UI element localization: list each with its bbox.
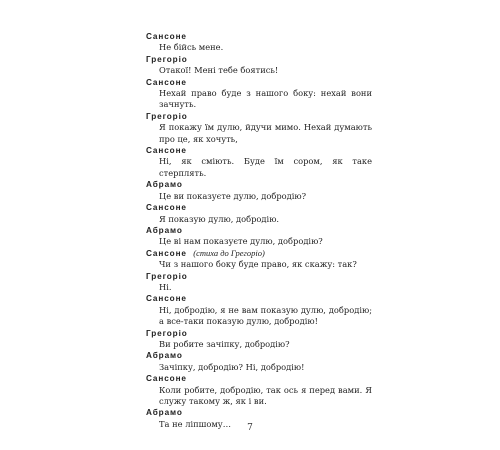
dialogue-line: Нехай право буде з нашого боку: нехай вони зачнуть. xyxy=(159,88,372,110)
dialogue-line: Коли робите, добродію, так ось я перед вами. Я служу такому ж, як і ви. xyxy=(159,384,372,406)
page-number: 7 xyxy=(247,423,253,433)
speaker-name: Абрамо xyxy=(146,408,183,418)
dialogue-line: Та не ліпшому… xyxy=(159,418,231,429)
dialogue-line: Зачіпку, добродію? Ні, добродію! xyxy=(159,361,305,372)
speaker-name: Грегоріо xyxy=(146,328,188,338)
dialogue-line: Чи з нашого боку буде право, як скажу: так? xyxy=(159,259,357,270)
dialogue-line: Це ві нам показуєте дулю, добродію? xyxy=(159,236,323,247)
dialogue-line: Ви робите зачіпку, добродію? xyxy=(159,338,290,349)
speaker-with-direction xyxy=(146,248,372,259)
dialogue-line: Ні. xyxy=(159,281,172,292)
speaker-name: Сансоне xyxy=(146,374,187,384)
speaker-name: Сансоне xyxy=(146,203,187,213)
dialogue-line: Це ви показуєте дулю, добродію? xyxy=(159,190,307,201)
speaker-name: Сансоне xyxy=(146,294,187,304)
dialogue-line: Я покажу їм дулю, йдучи мимо. Нехай думають про це, як хочуть, xyxy=(159,122,372,144)
dialogue-line: Ні, як сміють. Буде їм сором, як таке стерплять. xyxy=(159,156,372,178)
stage-direction: (стиха до Грегоріо) xyxy=(193,247,265,258)
play-text xyxy=(146,31,372,430)
dialogue-line: Я показую дулю, добродію. xyxy=(159,213,280,224)
speaker-name: Сансоне xyxy=(146,146,187,156)
speaker-name: Грегоріо xyxy=(146,271,188,281)
dialogue-line: Ні, добродію, я не вам показую дулю, добродію; а все-таки показую дулю, добродію! xyxy=(159,304,372,327)
speaker-name: Абрамо xyxy=(146,351,183,361)
speaker-name: Сансоне xyxy=(146,32,187,41)
speaker-name: Сансоне xyxy=(146,248,187,258)
speaker-name: Грегоріо xyxy=(146,54,188,64)
speaker-name: Абрамо xyxy=(146,180,183,190)
speaker-name: Сансоне xyxy=(146,77,187,87)
speaker-name: Грегоріо xyxy=(146,111,188,121)
dialogue-line: Не бійсь мене. xyxy=(159,42,224,53)
speaker-name: Абрамо xyxy=(146,225,183,235)
dialogue-line: Отакої! Мені тебе боятись! xyxy=(159,65,279,76)
